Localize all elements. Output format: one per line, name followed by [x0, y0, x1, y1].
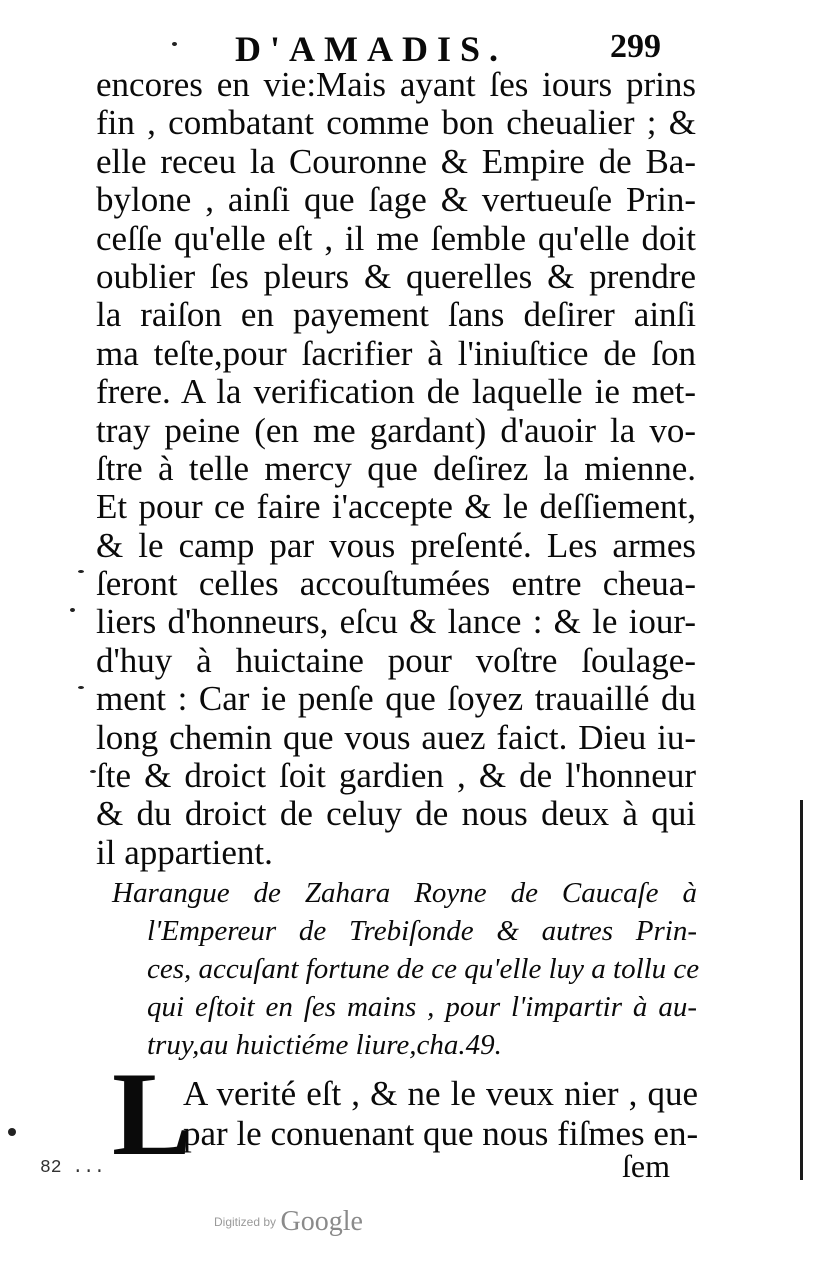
- text-line: par le conuenant que nous fiſmes en-: [183, 1114, 699, 1153]
- body-paragraph: [96, 66, 696, 872]
- text-line: ma teſte,pour ſacrifier à l'iniuſtice de ſon: [96, 333, 696, 373]
- text-line: long chemin que vous auez faict. Dieu iu-: [96, 717, 696, 757]
- page-number: 299: [610, 28, 661, 65]
- heading-line: l'Empereur de Trebiſonde & autres Prin-: [147, 915, 697, 947]
- ink-speck: [78, 686, 84, 689]
- text-line: Et pour ce faire i'accepte & le deſſiement,: [96, 487, 696, 527]
- ink-speck: [70, 608, 75, 612]
- shelfmark: 82 ...: [40, 1158, 105, 1178]
- text-line: encores en vie:Mais ayant ſes iours prins: [96, 65, 696, 104]
- text-line: d'huy à huictaine pour voſtre ſoulage-: [96, 640, 696, 680]
- text-line: bylone , ainſi que ſage & vertueuſe Prin-: [96, 180, 696, 220]
- text-line: ſtre à telle mercy que deſirez la mienne.: [96, 448, 696, 488]
- text-line: & du droict de celuy de nous deux à qui: [96, 794, 696, 834]
- text-line: frere. A la verification de laquelle ie met-: [96, 372, 696, 412]
- gutter-line: [800, 800, 803, 1180]
- text-line: oublier ſes pleurs & querelles & prendre: [96, 256, 696, 296]
- catchword: ſem: [622, 1148, 670, 1184]
- heading-line: Harangue de Zahara Royne de Caucaſe à: [112, 877, 697, 909]
- text-line: la raiſon en payement ſans deſirer ainſi: [96, 295, 696, 335]
- text-line: A verité eſt , & ne le veux nier , que: [183, 1074, 698, 1113]
- text-line: liers d'honneurs, eſcu & lance : & le iour-: [96, 602, 696, 642]
- next-paragraph: [183, 1074, 698, 1154]
- heading-line: qui eſtoit en ſes mains , pour l'impartir à au-: [147, 991, 697, 1023]
- watermark-brand: Google: [280, 1206, 363, 1237]
- heading-line: truy,au huictiéme liure,cha.49.: [147, 1029, 502, 1061]
- chapter-heading: [112, 874, 700, 1064]
- running-title: D'AMADIS.: [235, 29, 508, 69]
- text-line: fin , combatant comme bon cheualier ; &: [96, 103, 696, 143]
- text-line: ment : Car ie penſe que ſoyez trauaillé du: [96, 679, 696, 719]
- google-watermark: [214, 1206, 363, 1238]
- text-line: ſte & droict ſoit gardien , & de l'honneur: [96, 756, 696, 796]
- text-line: ſeront celles accouſtumées entre cheua-: [96, 564, 696, 604]
- text-line: & le camp par vous preſenté. Les armes: [96, 525, 696, 565]
- drop-cap: L: [112, 1047, 193, 1180]
- ink-speck: [90, 770, 96, 773]
- heading-line: ces, accuſant fortune de ce qu'elle luy a tollu ce: [147, 953, 700, 985]
- text-line: tray peine (en me gardant) d'auoir la vo-: [96, 410, 696, 450]
- text-line: ceſſe qu'elle eſt , il me ſemble qu'elle doit: [96, 218, 696, 258]
- text-line: elle receu la Couronne & Empire de Ba-: [96, 141, 696, 181]
- ink-speck: [8, 1128, 16, 1136]
- ink-speck: [172, 42, 177, 46]
- watermark-prefix: Digitized by: [214, 1215, 277, 1229]
- ink-speck: [78, 570, 84, 573]
- text-line: il appartient.: [96, 832, 273, 872]
